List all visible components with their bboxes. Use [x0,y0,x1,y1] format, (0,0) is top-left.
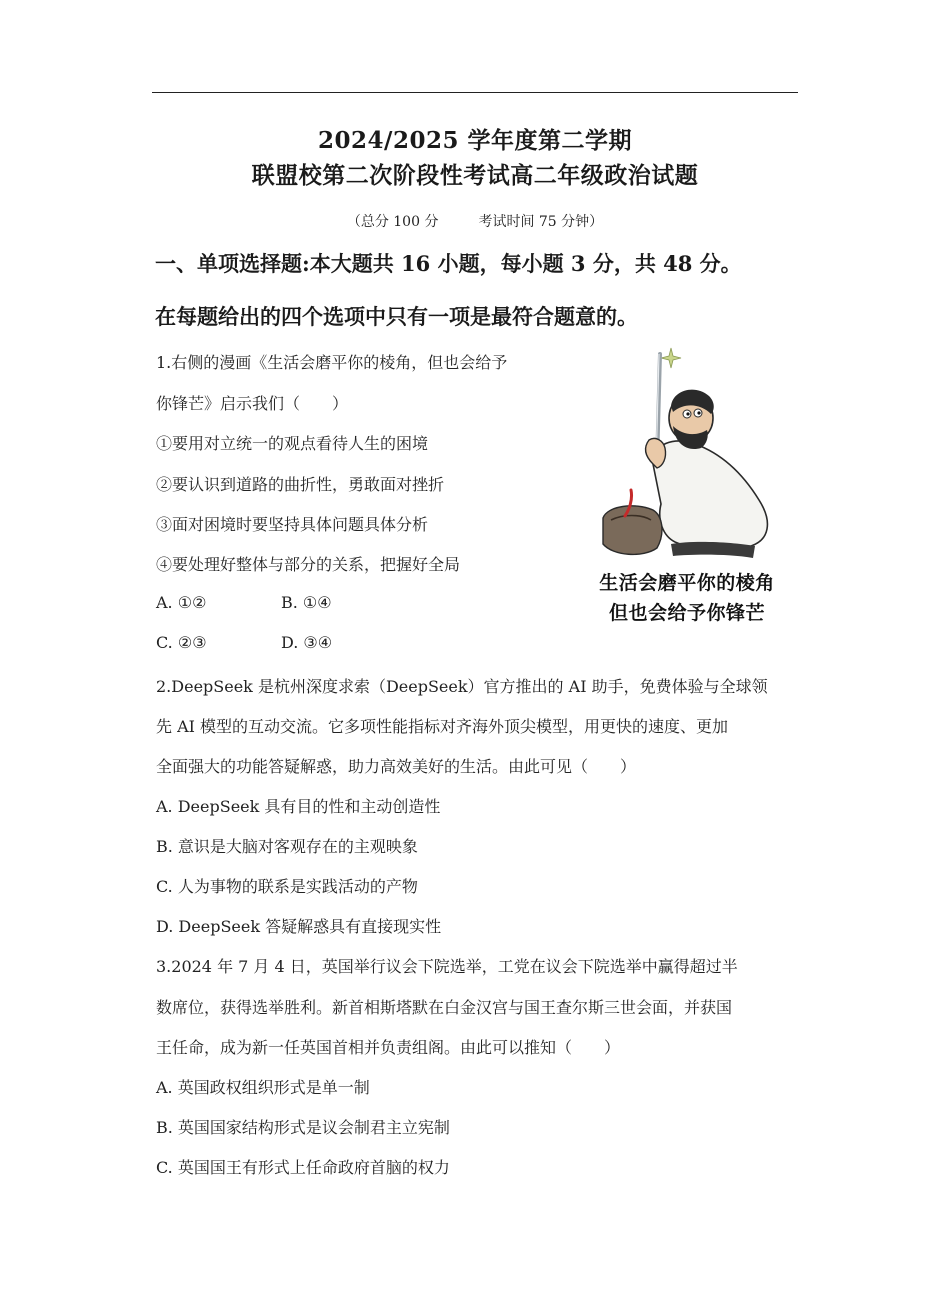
q1-option-c[interactable]: C. ②③ [156,633,207,652]
q1-options-row2 [156,633,333,652]
figure-body [653,441,768,550]
exam-meta [0,211,950,231]
q1-item-3: ③面对困境时要坚持具体问题具体分析 [156,515,429,534]
q1-option-a[interactable]: A. ①② [156,593,207,612]
q2-option-b[interactable]: B. 意识是大脑对客观存在的主观映象 [156,837,418,856]
q1-stem-line2: 你锋芒》启示我们（ ） [156,394,349,413]
q3-stem-line3: 王任命，成为新一任英国首相并负责组阁。由此可以推知（ ） [156,1038,621,1057]
q2-option-a[interactable]: A. DeepSeek 具有目的性和主动创造性 [156,797,441,816]
top-rule [152,92,798,93]
total-score: （总分 100 分 [346,214,439,230]
section-heading-line1: 一、单项选择题:本大题共 16 小题，每小题 3 分，共 48 分。 [155,251,742,276]
section-heading-line2: 在每题给出的四个选项中只有一项是最符合题意的。 [155,304,638,329]
q1-option-d[interactable]: D. ③④ [281,633,333,652]
q2-stem-line2: 先 AI 模型的互动交流。它多项性能指标对齐海外顶尖模型，用更快的速度、更加 [156,717,729,736]
cartoon-caption-line1: 生活会磨平你的棱角 [599,572,775,594]
q2-option-d[interactable]: D. DeepSeek 答疑解惑具有直接现实性 [156,917,442,936]
whetstone [603,506,662,555]
exam-title-line2: 联盟校第二次阶段性考试高二年级政治试题 [251,162,699,189]
q2-option-c[interactable]: C. 人为事物的联系是实践活动的产物 [156,877,418,896]
q3-option-c[interactable]: C. 英国国王有形式上任命政府首脑的权力 [156,1158,450,1177]
q1-item-1: ①要用对立统一的观点看待人生的困境 [156,434,429,453]
q3-stem-line2: 数席位，获得选举胜利。新首相斯塔默在白金汉宫与国王查尔斯三世会面，并获国 [156,998,733,1017]
q1-item-4: ④要处理好整体与部分的关系，把握好全局 [156,555,461,574]
sparkle-icon [661,348,681,368]
q3-option-b[interactable]: B. 英国国家结构形式是议会制君主立宪制 [156,1118,450,1137]
q1-item-2: ②要认识到道路的曲折性，勇敢面对挫折 [156,475,445,494]
q3-stem-line1: 3.2024 年 7 月 4 日，英国举行议会下院选举，工党在议会下院选举中赢得超过半 [156,957,738,976]
exam-title-line1: 2024/2025 学年度第二学期 [318,127,632,154]
exam-time: 考试时间 75 分钟） [478,214,604,230]
q2-stem-line3: 全面强大的功能答疑解惑，助力高效美好的生活。由此可见（ ） [156,757,637,776]
q1-stem-line1: 1.右侧的漫画《生活会磨平你的棱角，但也会给予 [156,353,508,372]
q2-stem-line1: 2.DeepSeek 是杭州深度求索（DeepSeek）官方推出的 AI 助手，免费体验与全球领 [156,677,768,696]
cartoon-caption-line2: 但也会给予你锋芒 [608,602,765,624]
q3-option-a[interactable]: A. 英国政权组织形式是单一制 [156,1078,370,1097]
q1-option-b[interactable]: B. ①④ [281,593,332,612]
q1-options-row1 [156,593,332,612]
